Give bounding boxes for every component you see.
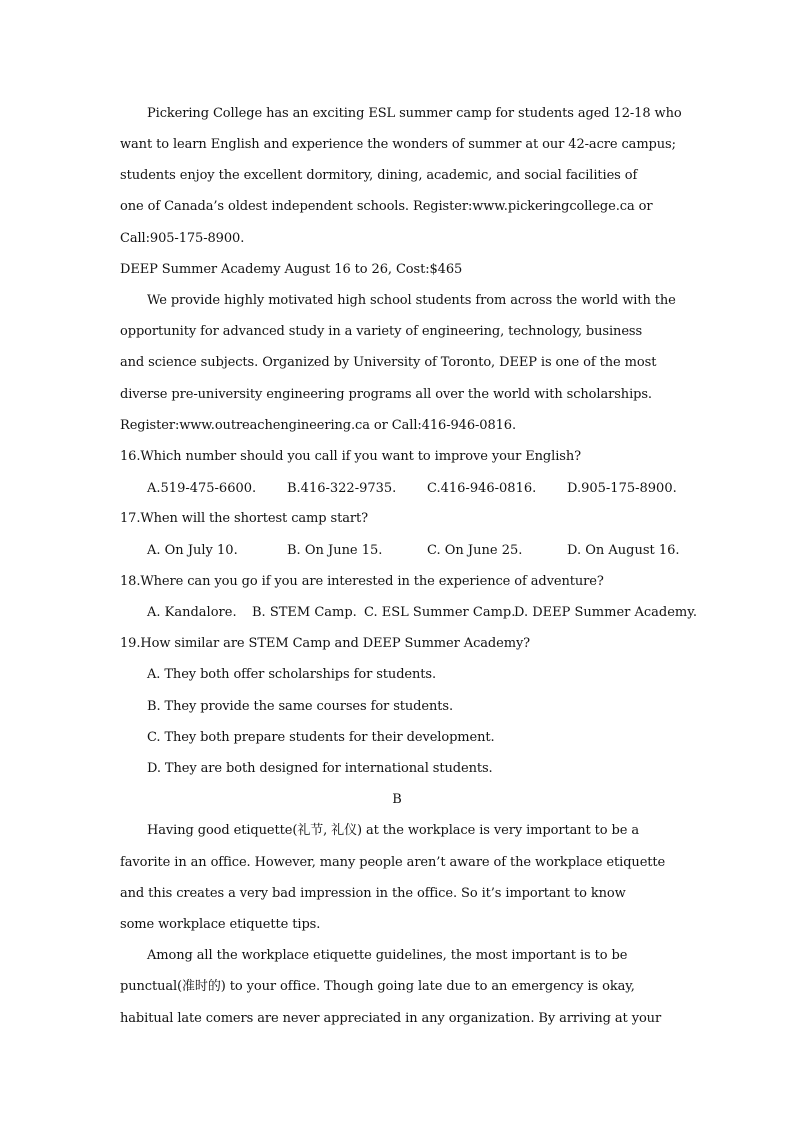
pickering-paragraph-line: one of Canada’s oldest independent schools. Register:www.pickeringcollege.ca or xyxy=(120,199,653,214)
etiquette-paragraph-line: Having good etiquette(礼节, 礼仪) at the workplace is very important to be a xyxy=(147,823,640,838)
deep-heading: DEEP Summer Academy August 16 to 26, Cost:$465 xyxy=(120,262,463,277)
option-d[interactable]: D. They are both designed for international students. xyxy=(147,761,493,776)
punctual-paragraph-line: habitual late comers are never appreciated in any organization. By arriving at your xyxy=(120,1011,662,1026)
pickering-paragraph-line: students enjoy the excellent dormitory, dining, academic, and social facilities of xyxy=(120,168,638,183)
option-c[interactable]: C.416-946-0816. xyxy=(427,481,537,496)
question-16-options xyxy=(147,481,687,497)
punctual-paragraph-line: Among all the workplace etiquette guidelines, the most important is to be xyxy=(147,948,628,963)
etiquette-paragraph-line: favorite in an office. However, many people aren’t aware of the workplace etiquette xyxy=(120,855,666,870)
option-a[interactable]: A. Kandalore. xyxy=(147,605,237,620)
option-b[interactable]: B. STEM Camp. xyxy=(252,605,357,620)
etiquette-paragraph-line: some workplace etiquette tips. xyxy=(120,917,321,932)
section-b-label: B xyxy=(392,792,402,807)
etiquette-paragraph-line: and this creates a very bad impression in the office. So it’s important to know xyxy=(120,886,626,901)
question-16-stem: 16.Which number should you call if you want to improve your English? xyxy=(120,449,581,464)
pickering-paragraph-line: want to learn English and experience the wonders of summer at our 42-acre campus; xyxy=(120,137,676,152)
pickering-paragraph-line: Pickering College has an exciting ESL summer camp for students aged 12-18 who xyxy=(147,106,682,121)
punctual-paragraph-line: punctual(准时的) to your office. Though going late due to an emergency is okay, xyxy=(120,979,635,994)
option-b[interactable]: B.416-322-9735. xyxy=(287,481,397,496)
deep-paragraph-line: and science subjects. Organized by University of Toronto, DEEP is one of the most xyxy=(120,355,657,370)
option-a[interactable]: A.519-475-6600. xyxy=(147,481,257,496)
question-18-stem: 18.Where can you go if you are interested in the experience of adventure? xyxy=(120,574,604,589)
question-17-options xyxy=(147,543,687,559)
pickering-paragraph-line: Call:905-175-8900. xyxy=(120,231,245,246)
option-d[interactable]: D.905-175-8900. xyxy=(567,481,677,496)
deep-paragraph-line: opportunity for advanced study in a variety of engineering, technology, business xyxy=(120,324,643,339)
question-18-options xyxy=(147,605,697,621)
option-a[interactable]: A. They both offer scholarships for students. xyxy=(147,667,437,682)
question-17-stem: 17.When will the shortest camp start? xyxy=(120,511,368,526)
option-b[interactable]: B. They provide the same courses for students. xyxy=(147,699,453,714)
deep-paragraph-line: diverse pre-university engineering programs all over the world with scholarships. xyxy=(120,387,652,402)
option-b[interactable]: B. On June 15. xyxy=(287,543,383,558)
question-19-stem: 19.How similar are STEM Camp and DEEP Summer Academy? xyxy=(120,636,531,651)
option-d[interactable]: D. DEEP Summer Academy. xyxy=(514,605,697,620)
deep-paragraph-line: Register:www.outreachengineering.ca or Call:416-946-0816. xyxy=(120,418,517,433)
option-c[interactable]: C. They both prepare students for their development. xyxy=(147,730,495,745)
deep-paragraph-line: We provide highly motivated high school students from across the world with the xyxy=(147,293,676,308)
option-a[interactable]: A. On July 10. xyxy=(147,543,238,558)
option-c[interactable]: C. ESL Summer Camp. xyxy=(364,605,516,620)
option-d[interactable]: D. On August 16. xyxy=(567,543,680,558)
option-c[interactable]: C. On June 25. xyxy=(427,543,523,558)
